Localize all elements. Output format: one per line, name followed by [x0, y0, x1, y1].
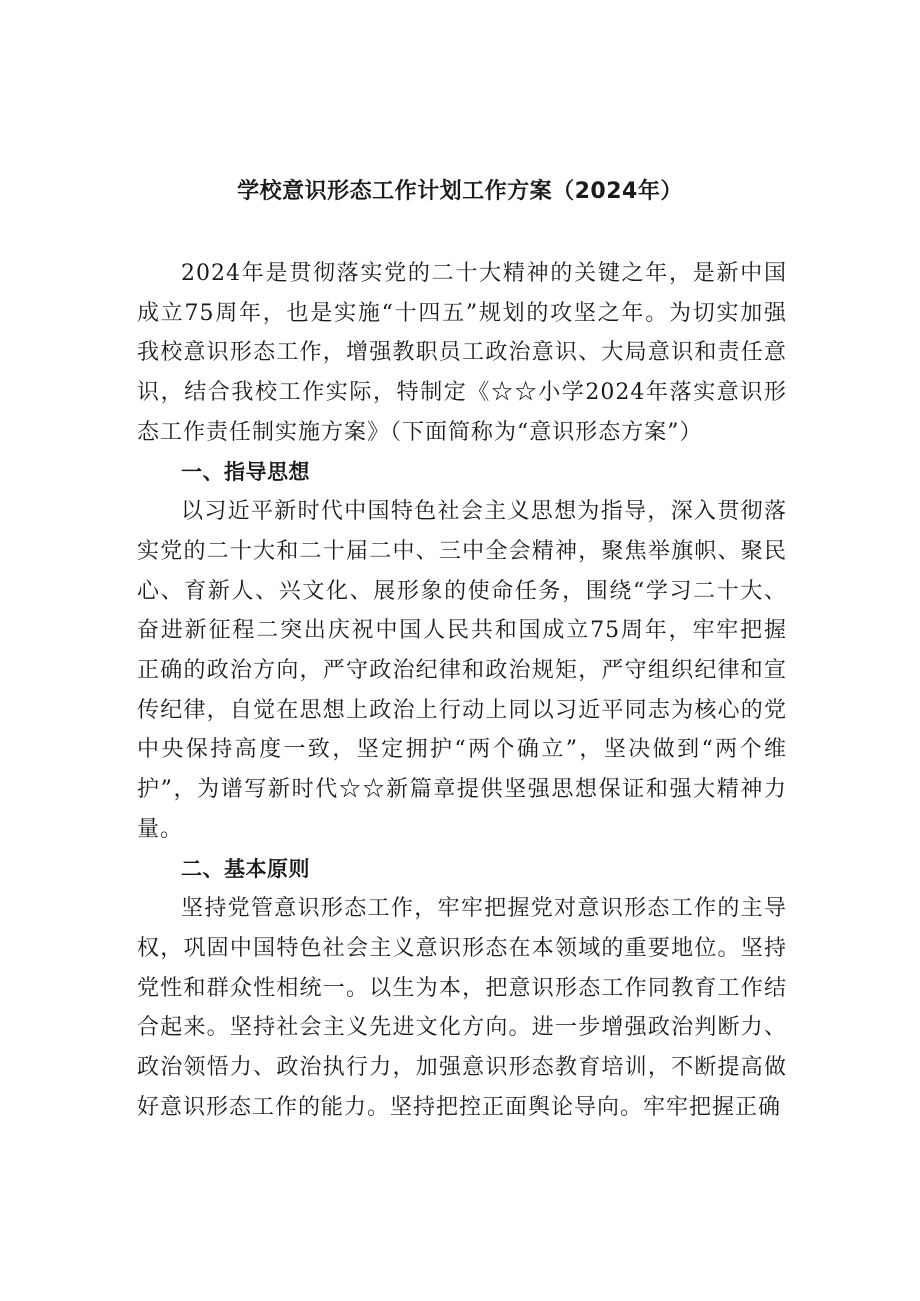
document-body — [137, 254, 787, 1127]
document-title: 学校意识形态工作计划工作方案（2024年） — [237, 179, 683, 204]
section-heading-guiding-ideology: 一、指导思想 — [181, 459, 310, 484]
section-paragraph-guiding-ideology: 以习近平新时代中国特色社会主义思想为指导，深入贯彻落实党的二十大和二十届二中、三中全会精神，聚焦举旗帜、聚民心、育新人、兴文化、展形象的使命任务，围绕“学习二十大、奋进新征程二突出庆祝中国人民共和国成立75周年，牢牢把握正确的政治方向，严守政治纪律和政治规矩，严守组织纪律和宣传纪律，自觉在思想上政治上行动上同以习近平同志为核心的党中央保持高度一致，坚定拥护“两个确立”，坚决做到“两个维护”，为谱写新时代☆☆新篇章提供坚强思想保证和强大精神力量。 — [137, 499, 787, 842]
section-paragraph-basic-principles: 坚持党管意识形态工作，牢牢把握党对意识形态工作的主导权，巩固中国特色社会主义意识形态在本领域的重要地位。坚持党性和群众性相统一。以生为本，把意识形态工作同教育工作结合起来。坚持社会主义先进文化方向。进一步增强政治判断力、政治领悟力、政治执行力，加强意识形态教育培训，不断提高做好意识形态工作的能力。坚持把控正面舆论导向。牢牢把握正确 — [137, 896, 787, 1120]
section-heading-basic-principles: 二、基本原则 — [181, 856, 310, 881]
intro-paragraph: 2024年是贯彻落实党的二十大精神的关键之年，是新中国成立75周年，也是实施“十四五”规划的攻坚之年。为切实加强我校意识形态工作，增强教职员工政治意识、大局意识和责任意识，结合我校工作实际，特制定《☆☆小学2024年落实意识形态工作责任制实施方案》（下面简称为“意识形态方案”） — [137, 261, 787, 445]
